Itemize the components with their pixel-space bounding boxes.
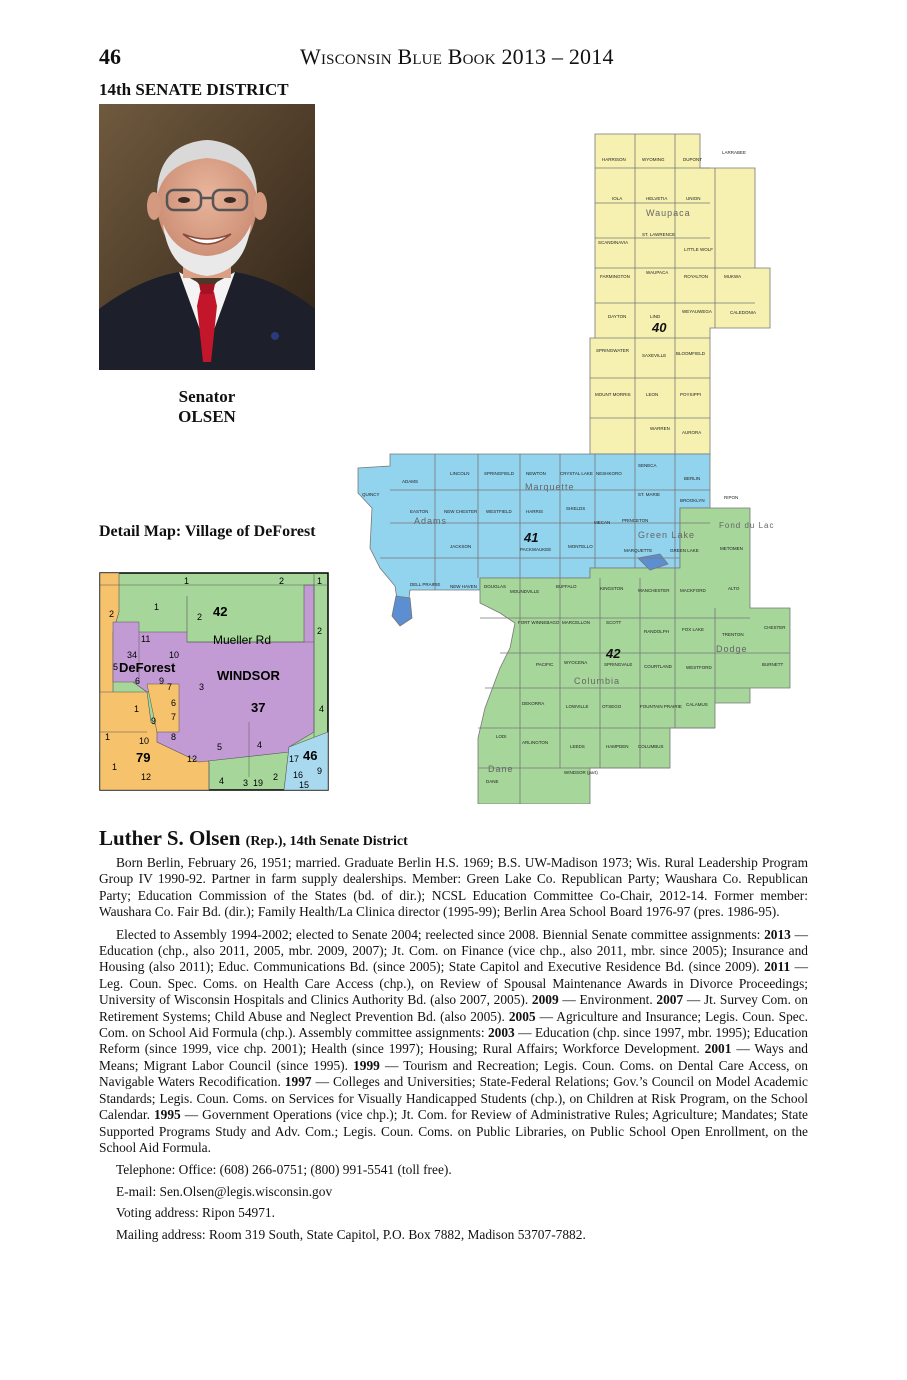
ward-9: 9 xyxy=(159,676,165,686)
town-new-chester: NEW CHESTER xyxy=(444,509,478,514)
ward-2: 2 xyxy=(279,576,285,586)
town-harris: HARRIS xyxy=(526,509,544,514)
town-fox-lake: FOX LAKE xyxy=(682,627,705,632)
senator-name: Luther S. Olsen xyxy=(99,826,241,850)
ward-6: 6 xyxy=(135,676,141,686)
county-label-fond-du-lac: Fond du Lac xyxy=(719,521,775,530)
ward-2b: 2 xyxy=(109,609,115,619)
town-little-wolf: LITTLE WOLF xyxy=(684,247,714,252)
ward-34: 34 xyxy=(127,650,138,660)
town-poysippi: POYSIPPI xyxy=(680,392,702,397)
ward-9c: 9 xyxy=(317,766,323,776)
town-kingston: KINGSTON xyxy=(600,586,624,591)
town-aurora: AURORA xyxy=(682,430,702,435)
town-fountain-prairie: FOUNTAIN PRAIRIE xyxy=(640,704,682,709)
town-adams: ADAMS xyxy=(402,479,419,484)
town-mackford: MACKFORD xyxy=(680,588,706,593)
senator-affiliation: (Rep.), 14th Senate District xyxy=(245,834,408,849)
town-arlington: ARLINGTON xyxy=(522,740,549,745)
committee-year: 2005 xyxy=(508,1008,536,1024)
detail-label-deforest: DeForest xyxy=(119,660,176,675)
town-scott: SCOTT xyxy=(606,620,622,625)
town-royalton: ROYALTON xyxy=(684,274,709,279)
town-ripon: RIPON xyxy=(724,495,739,500)
committee-text: — Education (chp., also 2011, 2005, mbr. 2009, 2007); Jt. Com. on Finance (vice chp., also 2011, mbr. since 2005); Insurance and Housing (also 2011); Educ. Communications Bd. (since 2005); State Capitol and Executive Residence Bd. (since 2009). xyxy=(99,926,808,975)
ward-12: 12 xyxy=(187,754,198,764)
town-waupaca: WAUPACA xyxy=(646,270,669,275)
town-bloomfield: BLOOMFIELD xyxy=(676,351,706,356)
ward-1f: 1 xyxy=(112,762,118,772)
town-weyauwega: WEYAUWEGA xyxy=(682,309,712,314)
committee-year: 2001 xyxy=(704,1041,732,1057)
town-st-lawrence: ST. LAWRENCE xyxy=(642,232,676,237)
county-label-green-lake: Green Lake xyxy=(638,530,696,540)
page-number: 46 xyxy=(99,44,121,69)
town-newton: NEWTON xyxy=(526,471,546,476)
town-union: UNION xyxy=(686,196,701,201)
ward-2d: 2 xyxy=(317,626,323,636)
town-wyocena: WYOCENA xyxy=(564,660,588,665)
caption-name: OLSEN xyxy=(178,407,236,426)
committee-year: 2013 xyxy=(764,926,791,942)
town-jackson: JACKSON xyxy=(450,544,472,549)
ward-12b: 12 xyxy=(141,772,152,782)
town-windsor: WINDSOR (part) xyxy=(564,770,598,775)
committee-text: — Education (chp. since 1997, mbr. 1995); Education Reform (since 1999, vice chp. 2001); Health (since 1997); Housing; Rural Affairs; Workforce Development. xyxy=(99,1025,809,1057)
ward-16: 16 xyxy=(293,770,304,780)
town-chester: CHESTER xyxy=(764,625,786,630)
committee-year: 1995 xyxy=(153,1107,181,1123)
detail-label-46: 46 xyxy=(303,748,318,763)
assembly-district-42: 42 xyxy=(606,646,621,661)
town-dupont: DUPONT xyxy=(683,157,702,162)
county-label-waupaca: Waupaca xyxy=(646,208,691,218)
town-leeds: LEEDS xyxy=(570,744,585,749)
ward-3b: 3 xyxy=(243,778,249,788)
ward-10: 10 xyxy=(169,650,180,660)
committee-text: — Agriculture and Insurance; Legis. Coun. Spec. Com. on School Aid Formula (chp.). Assembly committee assignments: xyxy=(99,1008,808,1041)
ward-2c: 2 xyxy=(197,612,203,622)
town-metomen: METOMEN xyxy=(720,546,743,551)
ward-19: 19 xyxy=(253,778,264,788)
ward-3: 3 xyxy=(199,682,205,692)
detail-map xyxy=(99,572,329,791)
county-label-dodge: Dodge xyxy=(716,644,748,654)
town-marcellon: MARCELLON xyxy=(562,620,591,625)
ward-6b: 6 xyxy=(171,698,177,708)
town-princeton: PRINCETON xyxy=(622,518,649,523)
town-westford: WESTFORD xyxy=(686,665,712,670)
town-manchester: MANCHESTER xyxy=(638,588,670,593)
committee-year: 2011 xyxy=(764,959,791,975)
town-moundville: MOUNDVILLE xyxy=(510,589,540,594)
town-iola: IOLA xyxy=(612,196,623,201)
town-warren: WARREN xyxy=(650,426,670,431)
committee-year: 1997 xyxy=(284,1074,312,1090)
county-label-dane: Dane xyxy=(488,764,514,774)
ward-4b: 4 xyxy=(257,740,263,750)
detail-label-42: 42 xyxy=(213,604,228,619)
ward-10b: 10 xyxy=(139,736,150,746)
town-springvale: SPRINGVALE xyxy=(604,662,633,667)
town-packwaukee: PACKWAUKEE xyxy=(520,547,552,552)
town-burnett: BURNETT xyxy=(762,662,784,667)
committee-text: — Jt. Survey Com. on Retirement Systems; Child Abuse and Neglect Prevention Bd. (also 2005). xyxy=(99,992,809,1024)
town-scandinavia: SCANDINAVIA xyxy=(598,240,629,245)
senate-district-map xyxy=(350,128,805,804)
town-wyoming: WYOMING xyxy=(642,157,665,162)
town-brooklyn: BROOKLYN xyxy=(680,498,705,503)
town-hampden: HAMPDEN xyxy=(606,744,629,749)
detail-label-37: 37 xyxy=(251,700,266,715)
town-helvetia: HELVETIA xyxy=(646,196,668,201)
town-springwater: SPRINGWATER xyxy=(596,348,630,353)
town-dekorra: DEKORRA xyxy=(522,701,545,706)
detail-map-title: Detail Map: Village of DeForest xyxy=(99,523,316,540)
ward-1b: 1 xyxy=(317,576,323,586)
committee-text: Elected to Assembly 1994-2002; elected to Senate 2004; reelected since 2008. Biennial Senate committee assignments: xyxy=(116,926,765,942)
committee-text: — Environment. xyxy=(558,992,657,1008)
ward-15: 15 xyxy=(299,780,310,790)
town-lind: LIND xyxy=(650,314,661,319)
town-shields: SHIELDS xyxy=(566,506,586,511)
town-buffalo: BUFFALO xyxy=(556,584,577,589)
town-farmington: FARMINGTON xyxy=(600,274,630,279)
town-mukwa: MUKWA xyxy=(724,274,742,279)
town-dell-prairie: DELL PRAIRIE xyxy=(410,582,441,587)
ward-4c: 4 xyxy=(219,776,225,786)
town-douglas: DOUGLAS xyxy=(484,584,507,589)
town-mount-morris: MOUNT MORRIS xyxy=(595,392,631,397)
town-berlin: BERLIN xyxy=(684,476,701,481)
county-label-columbia: Columbia xyxy=(574,676,621,686)
ward-7b: 7 xyxy=(171,712,177,722)
committee-text: — Ways and Means; Migrant Labor Council (since 1995). xyxy=(99,1041,808,1073)
ward-11: 11 xyxy=(141,634,151,644)
bio-paragraph-background: Born Berlin, February 26, 1951; married. Graduate Berlin H.S. 1969; B.S. UW-Madison 1973; Wis. Rural Leadership Program Group IV 1990-92. Partner in farm supply dealerships. Member: Green Lake Co. Republican Party; Waushara Co. Republican Party; Education Commission of the States (bd. of dir.); NCSL Education Committee Co-Chair, 2012-14. Former member: Waushara Co. Fair Bd. (dir.); Family Health/La Clinica director (1995-99); Berlin Area School Board 1976-97 (pres. 1986-95). xyxy=(99,855,808,920)
town-pacific: PACIFIC xyxy=(536,662,554,667)
town-courtland: COURTLAND xyxy=(644,664,672,669)
ward-4: 4 xyxy=(319,704,325,714)
ward-1c: 1 xyxy=(154,602,160,612)
biography xyxy=(99,826,808,1248)
committee-text: — Colleges and Universities; State-Federal Relations; Gov.’s Council on Model Academic Standards; Legis. Coun. Coms. on Services for Visually Handicapped Students (chp.), on Children at Risk Program, on the School Calendar. xyxy=(99,1074,808,1123)
committee-text: — Tourism and Recreation; Legis. Coun. Coms. on Dental Care Access, on Navigable Waters Recodification. xyxy=(99,1057,808,1090)
caption-title: Senator xyxy=(178,387,236,406)
town-dane: DANE xyxy=(486,779,499,784)
detail-label-windsor: WINDSOR xyxy=(217,668,280,683)
town-columbus: COLUMBUS xyxy=(638,744,664,749)
contact-voting-address: Voting address: Ripon 54971. xyxy=(116,1205,275,1221)
contact-mailing-address: Mailing address: Room 319 South, State Capitol, P.O. Box 7882, Madison 53707-7882. xyxy=(116,1226,586,1242)
town-lowville: LOWVILLE xyxy=(566,704,589,709)
town-larrabee: LARRABEE xyxy=(722,150,747,155)
town-mecan: MECAN xyxy=(594,520,611,525)
detail-label-mueller-rd: Mueller Rd xyxy=(213,633,272,647)
contact-email: E-mail: Sen.Olsen@legis.wisconsin.gov xyxy=(116,1183,333,1199)
county-label-marquette: Marquette xyxy=(525,482,575,492)
town-neshkoro: NESHKORO xyxy=(596,471,622,476)
committee-year: 2007 xyxy=(656,992,684,1008)
assembly-district-40: 40 xyxy=(652,320,667,335)
committee-year: 2009 xyxy=(531,992,559,1008)
town-marquette: MARQUETTE xyxy=(624,548,653,553)
town-lincoln: LINCOLN xyxy=(450,471,470,476)
committee-text: — Government Operations (vice chp.); Jt. Com. for Review of Administrative Rules; Agriculture; Mandates; State Supported Programs Study and Adv. Com.; Legis. Coun. Coms. on Public Libraries, on Public School Open Enrollment, on the School Aid Formula. xyxy=(99,1107,808,1155)
town-saxeville: SAXEVILLE xyxy=(642,353,667,358)
ward-7: 7 xyxy=(167,682,173,692)
senator-portrait xyxy=(99,104,315,370)
bio-paragraph-committees xyxy=(99,927,808,1157)
committee-year: 1999 xyxy=(353,1057,380,1073)
ward-8: 8 xyxy=(171,732,177,742)
bio-heading xyxy=(99,826,808,851)
senator-caption xyxy=(140,387,274,427)
town-crystal-lake: CRYSTAL LAKE xyxy=(560,471,593,476)
town-leon: LEON xyxy=(646,392,659,397)
town-st-marie: ST. MARIE xyxy=(638,492,661,497)
running-head: Wisconsin Blue Book 2013 – 2014 xyxy=(300,44,614,69)
town-montello: MONTELLO xyxy=(568,544,593,549)
ward-5: 5 xyxy=(113,662,119,672)
ward-9b: 9 xyxy=(151,716,157,726)
town-westfield: WESTFIELD xyxy=(486,509,512,514)
ward-1d: 1 xyxy=(134,704,140,714)
town-easton: EASTON xyxy=(410,509,429,514)
ward-17: 17 xyxy=(289,754,300,764)
town-lodi: LODI xyxy=(496,734,507,739)
town-quincy: QUINCY xyxy=(362,492,380,497)
town-new-haven: NEW HAVEN xyxy=(450,584,477,589)
town-randolph: RANDOLPH xyxy=(644,629,670,634)
town-green-lake: GREEN LAKE xyxy=(670,548,699,553)
ward-5b: 5 xyxy=(217,742,223,752)
town-trenton: TRENTON xyxy=(722,632,744,637)
town-calamus: CALAMUS xyxy=(686,702,708,707)
town-springfield: SPRINGFIELD xyxy=(484,471,515,476)
committee-text: — Leg. Coun. Spec. Coms. on Health Care Access (chp.), on Review of Spousal Maintenance Awards in Divorce Proceedings; University of Wisconsin Hospitals and Clinics Authority Bd. (also 2007, 2005). xyxy=(99,959,808,1008)
detail-label-79: 79 xyxy=(136,750,151,765)
town-caledonia: CALEDONIA xyxy=(730,310,757,315)
committee-year: 2003 xyxy=(487,1025,515,1041)
county-label-adams: Adams xyxy=(414,516,448,526)
assembly-district-41: 41 xyxy=(524,530,539,545)
town-fort-winnebago: FORT WINNEBAGO xyxy=(518,620,560,625)
ward-2e: 2 xyxy=(273,772,279,782)
town-dayton: DAYTON xyxy=(608,314,627,319)
ward-1e: 1 xyxy=(105,732,111,742)
town-alto: ALTO xyxy=(728,586,740,591)
contact-telephone: Telephone: Office: (608) 266-0751; (800) 991-5541 (toll free). xyxy=(116,1162,452,1178)
district-title: 14th SENATE DISTRICT xyxy=(99,80,289,99)
town-otsego: OTSEGO xyxy=(602,704,622,709)
ward-1: 1 xyxy=(184,576,190,586)
town-seneca: SENECA xyxy=(638,463,657,468)
town-harrison: HARRISON xyxy=(602,157,626,162)
